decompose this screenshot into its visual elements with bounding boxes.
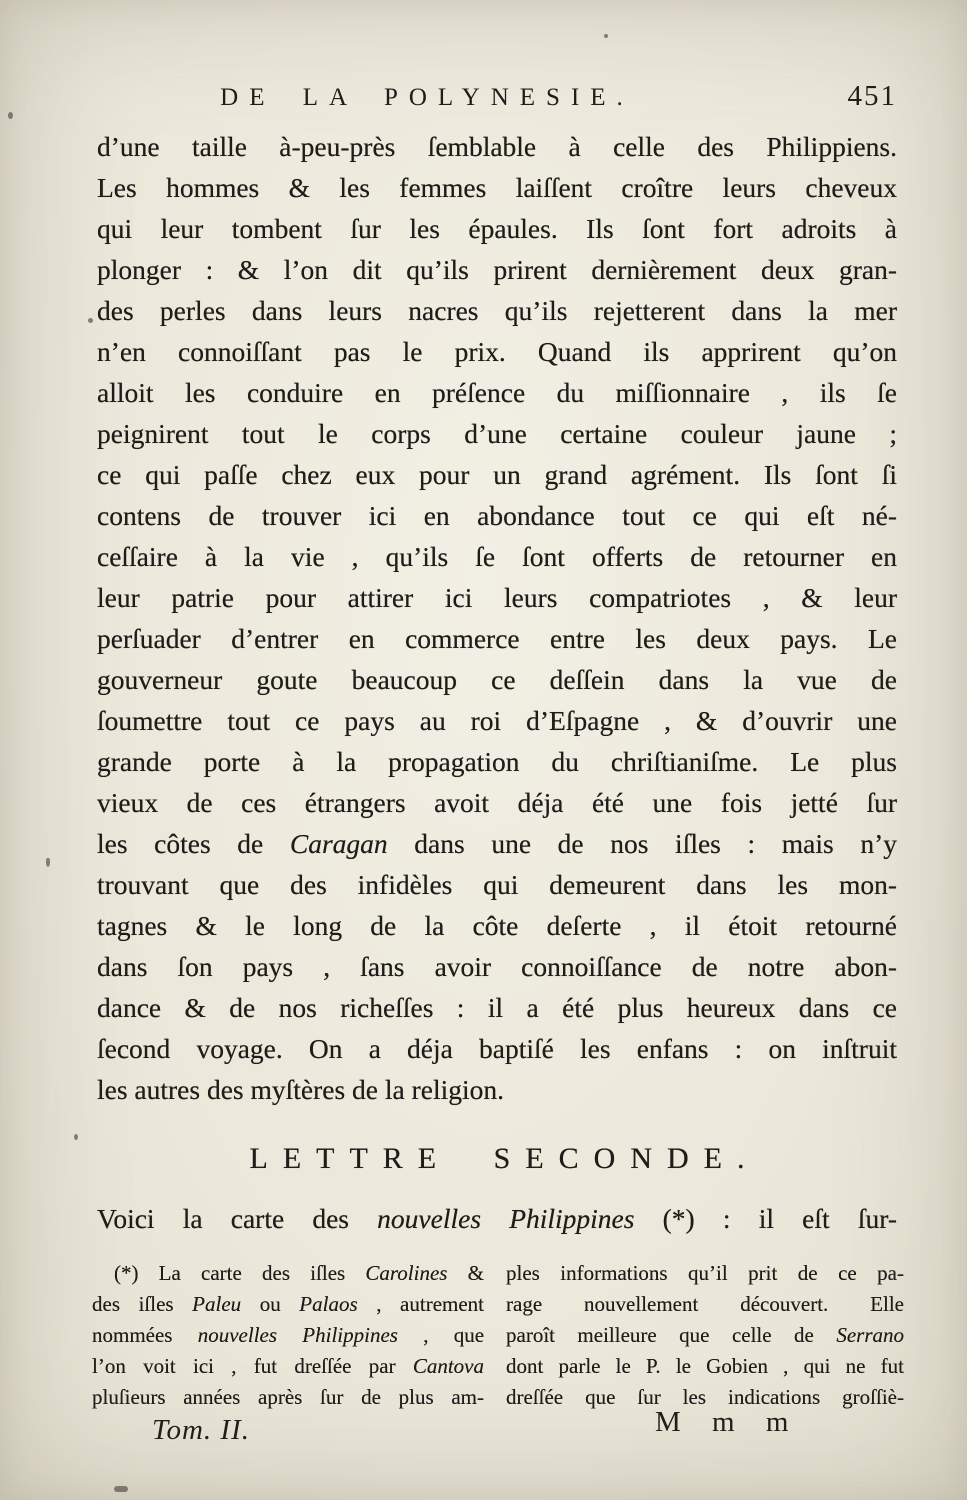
text-line: gouverneur goute beaucoup ce deſſein dans la vue de xyxy=(97,664,897,695)
scan-speck xyxy=(88,318,93,323)
text-line: qui leur tombent ſur les épaules. Ils ſont fort adroits à xyxy=(97,213,897,244)
text-line: grande porte à la propagation du chriſtianiſme. Le plus xyxy=(97,746,897,777)
footnote-line: dreſſée que ſur les indications groſſiè- xyxy=(506,1385,904,1409)
text-line: n’en connoiſſant pas le prix. Quand ils apprirent qu’on xyxy=(97,336,897,367)
footnote-line: (*) La carte des iſles Carolines & xyxy=(114,1261,484,1285)
text-line: plonger : & l’on dit qu’ils prirent dernièrement deux gran- xyxy=(97,254,897,285)
text-line: dance & de nos richeſſes : il a été plus heureux dans ce xyxy=(97,992,897,1023)
footnote-line: paroît meilleure que celle de Serrano xyxy=(506,1323,904,1347)
text-line: Les hommes & les femmes laiſſent croître leurs cheveux xyxy=(97,172,897,203)
main-text xyxy=(97,126,897,1110)
footnote-right-column xyxy=(506,1258,904,1413)
page-header xyxy=(97,80,897,113)
text-line: perſuader d’entrer en commerce entre les deux pays. Le xyxy=(97,623,897,654)
scan-speck xyxy=(604,34,608,38)
footnote-line: nommées nouvelles Philippines , que xyxy=(92,1323,485,1347)
text-line: d’une taille à-peu-près ſemblable à celle des Philippiens. xyxy=(97,131,897,162)
footnote-left-column xyxy=(92,1258,484,1413)
text-line: ſecond voyage. On a déja baptiſé les enfans : on inſtruit xyxy=(97,1033,897,1064)
volume-label: Tom. II. xyxy=(152,1414,250,1446)
scan-speck xyxy=(46,858,50,867)
text-line: peignirent tout le corps d’une certaine couleur jaune ; xyxy=(97,418,897,449)
text-line: les côtes de Caragan dans une de nos iſles : mais n’y xyxy=(97,828,897,859)
text-line: trouvant que des infidèles qui demeurent dans les mon- xyxy=(97,869,897,900)
footnote-line: pluſieurs années après ſur de plus am- xyxy=(92,1385,484,1409)
section-heading: LETTRE SECONDE. xyxy=(249,1142,760,1175)
scan-speck xyxy=(8,112,13,119)
footnote-line: des iſles Paleu ou Palaos , autrement xyxy=(92,1292,485,1316)
text-line: leur patrie pour attirer ici leurs compatriotes , & leur xyxy=(97,582,897,613)
footnote-line: dont parle le P. le Gobien , qui ne fut xyxy=(506,1354,904,1378)
footnote-line: l’on voit ici , fut dreſſée par Cantova xyxy=(92,1354,484,1378)
footnote-line: rage nouvellement découvert. Elle xyxy=(506,1292,904,1316)
text-line: vieux de ces étrangers avoit déja été une fois jetté ſur xyxy=(97,787,897,818)
text-line: tagnes & le long de la côte deſerte , il étoit retourné xyxy=(97,910,897,941)
scan-speck xyxy=(114,1486,128,1492)
text-line: ce qui paſſe chez eux pour un grand agrément. Ils ſont ſi xyxy=(97,459,897,490)
text-line: alloit les conduire en préſence du miſſionnaire , ils ſe xyxy=(97,377,897,408)
footnote-line: ples informations qu’il prit de ce pa- xyxy=(506,1261,904,1285)
page-number: 451 xyxy=(847,80,897,112)
text-line: contens de trouver ici en abondance tout ce qui eſt né- xyxy=(97,500,897,531)
text-line: des perles dans leurs nacres qu’ils rejetterent dans la mer xyxy=(97,295,897,326)
footnote-block xyxy=(92,1258,904,1413)
text-line: dans ſon pays , ſans avoir connoiſſance de notre abon- xyxy=(97,951,897,982)
signature-mark: M m m xyxy=(655,1406,796,1438)
running-title: DE LA POLYNESIE. xyxy=(220,84,634,111)
text-line: ſoumettre tout ce pays au roi d’Eſpagne , & d’ouvrir une xyxy=(97,705,897,736)
page-footer xyxy=(97,1404,897,1454)
scan-speck xyxy=(74,1134,78,1140)
text-line: ceſſaire à la vie , qu’ils ſe ſont offerts de retourner en xyxy=(97,541,897,572)
text-line: les autres des myſtères de la religion. xyxy=(97,1074,505,1105)
section-intro-line: Voici la carte des nouvelles Philippines (*) : il eſt ſur- xyxy=(97,1203,897,1234)
